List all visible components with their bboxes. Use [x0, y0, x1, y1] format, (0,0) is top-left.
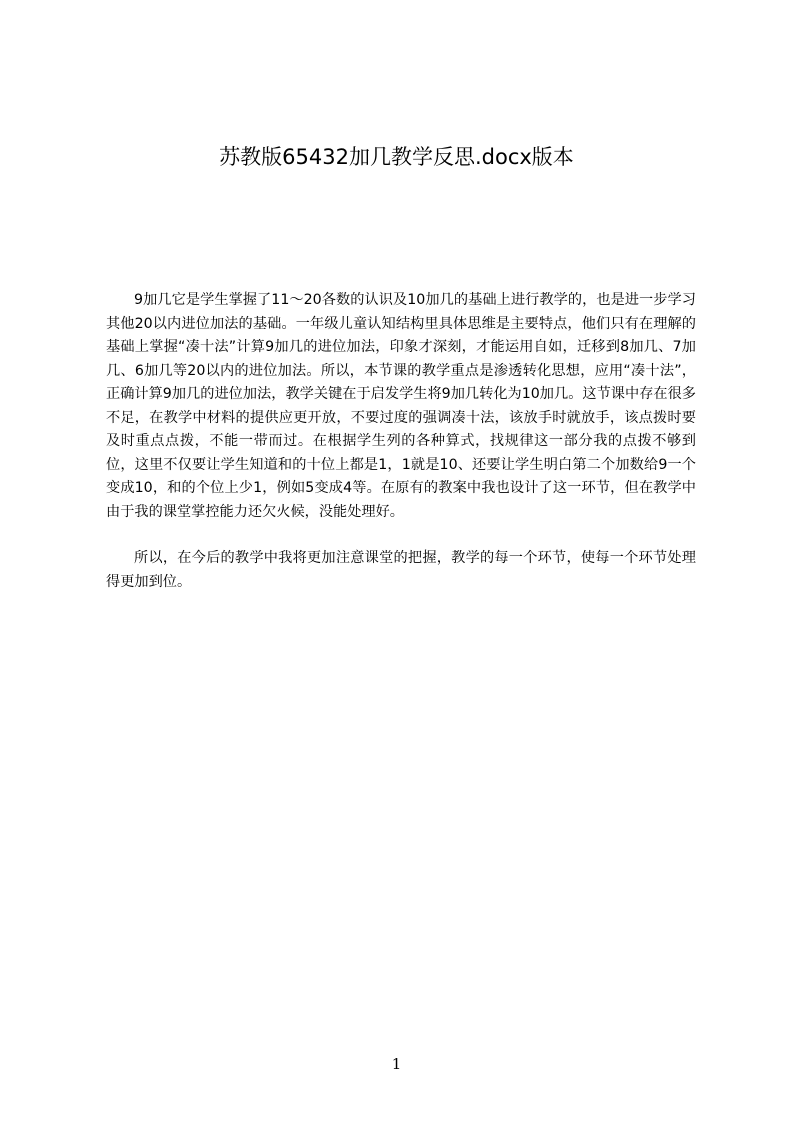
body-paragraph-1: 9加几它是学生掌握了11～20各数的认识及10加几的基础上进行教学的，也是进一步学习其他20以内进位加法的基础。一年级儿童认知结构里具体思维是主要特点，他们只有在理解的基础上掌握“凑十法”计算9加几的进位加法，印象才深刻，才能运用自如，迁移到8加几、7加几、6加几等20以内的进位加法。所以，本节课的教学重点是渗透转化思想，应用“凑十法”，正确计算9加几的进位加法，教学关键在于启发学生将9加几转化为10加几。这节课中存在很多不足，在教学中材料的提供应更开放，不要过度的强调凑十法，该放手时就放手，该点拨时要及时重点点拨，不能一带而过。在根据学生列的各种算式，找规律这一部分我的点拨不够到位，这里不仅要让学生知道和的十位上都是1，1就是10、还要让学生明白第二个加数给9一个变成10，和的个位上少1，例如5变成4等。在原有的教案中我也设计了这一环节，但在教学中由于我的课堂掌控能力还欠火候，没能处理好。	[106, 292, 696, 520]
document-title: 苏教版65432加几教学反思.docx版本	[219, 145, 574, 169]
body-paragraph-2: 所以，在今后的教学中我将更加注意课堂的把握，教学的每一个环节，使每一个环节处理得更加到位。	[106, 550, 696, 590]
document-body	[106, 289, 696, 594]
page-number: 1	[391, 1055, 402, 1073]
